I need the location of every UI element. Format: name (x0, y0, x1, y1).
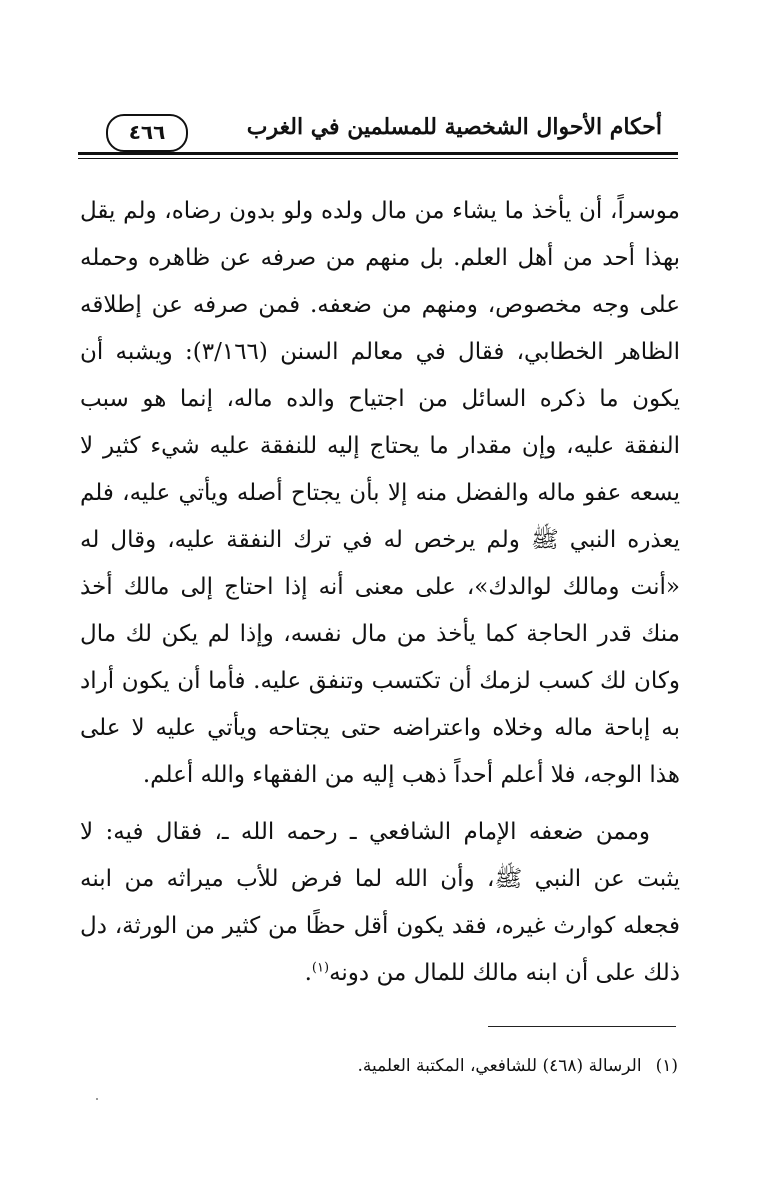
footnote-separator (488, 1026, 676, 1027)
paragraph-2 (80, 809, 680, 997)
main-text (80, 188, 680, 997)
footnote (80, 1052, 678, 1080)
paragraph-2-end: . (304, 960, 312, 986)
page-number: ٤٦٦ (106, 114, 188, 152)
footnote-reference: (١) (311, 960, 330, 976)
scan-speck (96, 1098, 98, 1100)
footnote-text: الرسالة (٤٦٨) للشافعي، المكتبة العلمية. (357, 1056, 642, 1076)
header-rule-thick (78, 152, 678, 155)
book-title: أحكام الأحوال الشخصية للمسلمين في الغرب (246, 114, 662, 140)
paragraph-1: موسراً، أن يأخذ ما يشاء من مال ولده ولو بدون رضاه، ولم يقل بهذا أحد من أهل العلم. بل منهم من صرفه عن ظاهره وحمله على وجه مخصوص، ومنهم من ضعفه. فمن صرفه عن إطلاقه الظاهر الخطابي، فقال في معالم السنن (٣/١٦٦): ويشبه أن يكون ما ذكره السائل من اجتياح والده ماله، إنما هو سبب النفقة عليه، وإن مقدار ما يحتاج إليه للنفقة عليه شيء كثير لا يسعه عفو ماله والفضل منه إلا بأن يجتاح أصله ويأتي عليه، فلم يعذره النبي ﷺ ولم يرخص له في ترك النفقة عليه، وقال له «أنت ومالك لوالدك»، على معنى أنه إذا احتاج إلى مالك أخذ منك قدر الحاجة كما يأخذ من مال نفسه، وإذا لم يكن لك مال وكان لك كسب لزمك أن تكتسب وتنفق عليه. فأما أن يكون أراد به إباحة ماله وخلاه واعتراضه حتى يجتاحه ويأتي عليه لا على هذا الوجه، فلا أعلم أحداً ذهب إليه من الفقهاء والله أعلم. (80, 198, 680, 788)
header-rule-thin (78, 158, 678, 159)
running-header (78, 100, 678, 156)
footnote-number: (١) (655, 1056, 678, 1076)
paragraph-2-text: وممن ضعفه الإمام الشافعي ـ رحمه الله ـ، فقال فيه: لا يثبت عن النبي ﷺ، وأن الله لما فرض للأب ميراثه من ابنه فجعله كوارث غيره، فقد يكون أقل حظًا من كثير من الورثة، دل ذلك على أن ابنه مالك للمال من دونه (80, 819, 680, 986)
